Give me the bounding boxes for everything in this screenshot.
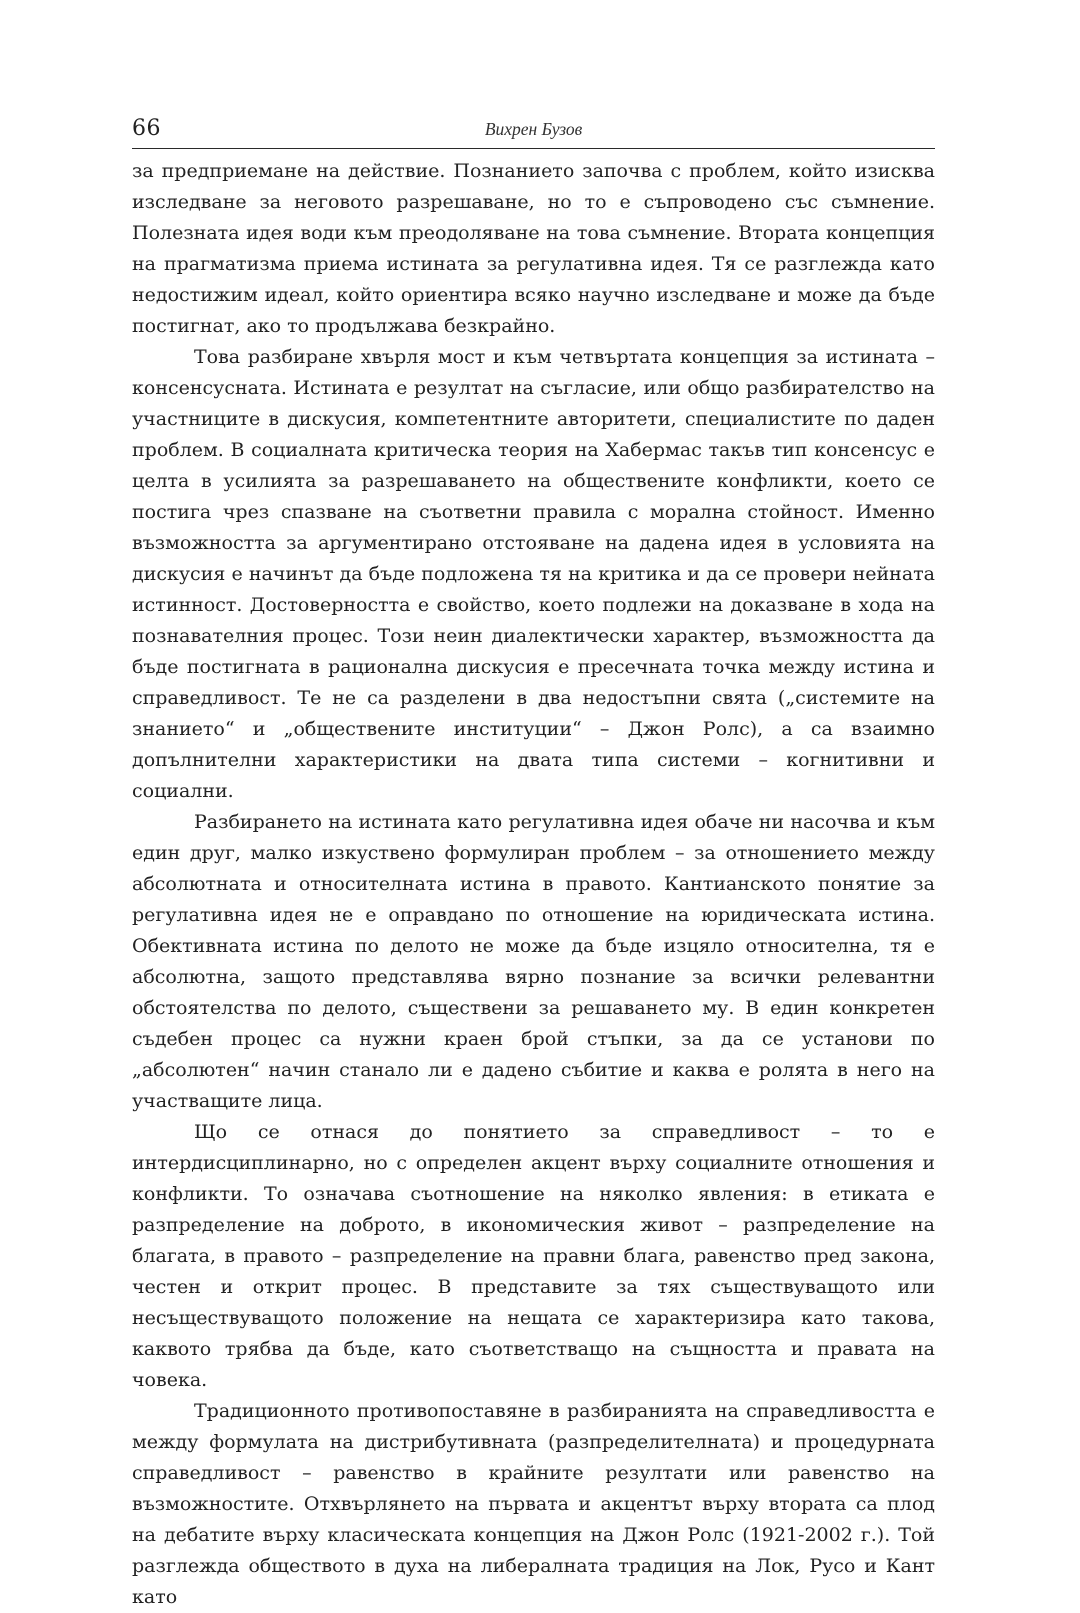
paragraph-2: Това разбиране хвърля мост и към четвъртата концепция за истината – консенсусната. Истината е резултат на съгласие, или общо разбирателство на участниците в дискусия, компетентните авторитети, специалистите по даден проблем. В социалната критическа теория на Хабермас такъв тип консенсус е целта в усилията за разрешаването на обществените конфликти, което се постига чрез спазване на съответни правила с морална стойност. Именно възможността за аргументирано отстояване на дадена идея в условията на дискусия е начинът да бъде подложена тя на критика и да се провери нейната истинност. Достоверността е свойство, което подлежи на доказване в хода на познавателния процес. Този неин диалектически характер, възможността да бъде постигната в рационална дискусия е пресечната точка между истина и справедливост. Те не са разделени в два недостъпни свята („системите на знанието“ и „обществените институции“ – Джон Ролс), а са взаимно допълнителни характеристики на двата типа системи – когнитивни и социални. — [132, 346, 935, 802]
running-head-author: Вихрен Бузов — [484, 119, 583, 139]
page-number: 66 — [132, 116, 161, 141]
body-text — [132, 156, 935, 1613]
paragraph-4: Що се отнася до понятието за справедливост – то е интердисциплинарно, но с определен акцент върху социалните отношения и конфликти. То означава съотношение на няколко явления: в етиката е разпределение на доброто, в икономическия живот – разпределение на благата, в правото – разпределение на правни блага, равенство пред закона, честен и открит процес. В представите за тях съществуващото или несъществуващото положение на нещата се характеризира като такова, каквото трябва да бъде, като съответстващо на същността и правата на човека. — [132, 1121, 935, 1391]
paragraph-5: Традиционното противопоставяне в разбиранията на справедливостта е между формулата на дистрибутивната (разпределителната) и процедурната справедливост – равенство в крайните резултати или равенство на възможностите. Отхвърлянето на първата и акцентът върху втората са плод на дебатите върху класическата концепция на Джон Ролс (1921-2002 г.). Той разглежда обществото в духа на либералната традиция на Лок, Русо и Кант като — [132, 1400, 935, 1608]
paragraph-3: Разбирането на истината като регулативна идея обаче ни насочва и към един друг, малко изкуствено формулиран проблем – за отношението между абсолютната и относителната истина в правото. Кантианското понятие за регулативна идея не е оправдано по отношение на юридическата истина. Обективната истина по делото не може да бъде изцяло относителна, тя е абсолютна, защото представлява вярно познание за всички релевантни обстоятелства по делото, съществени за решаването му. В един конкретен съдебен процес са нужни краен брой стъпки, за да се установи по „абсолютен“ начин станало ли е дадено събитие и каква е ролята в него на участващите лица. — [132, 811, 935, 1112]
page-header — [132, 114, 935, 149]
paragraph-1: за предприемане на действие. Познанието започва с проблем, който изисква изследване за неговото разрешаване, но то е съпроводено със съмнение. Полезната идея води към преодоляване на това съмнение. Втората концепция на прагматизма приема истината за регулативна идея. Тя се разглежда като недостижим идеал, който ориентира всяко научно изследване и може да бъде постигнат, ако то продължава безкрайно. — [132, 160, 935, 337]
